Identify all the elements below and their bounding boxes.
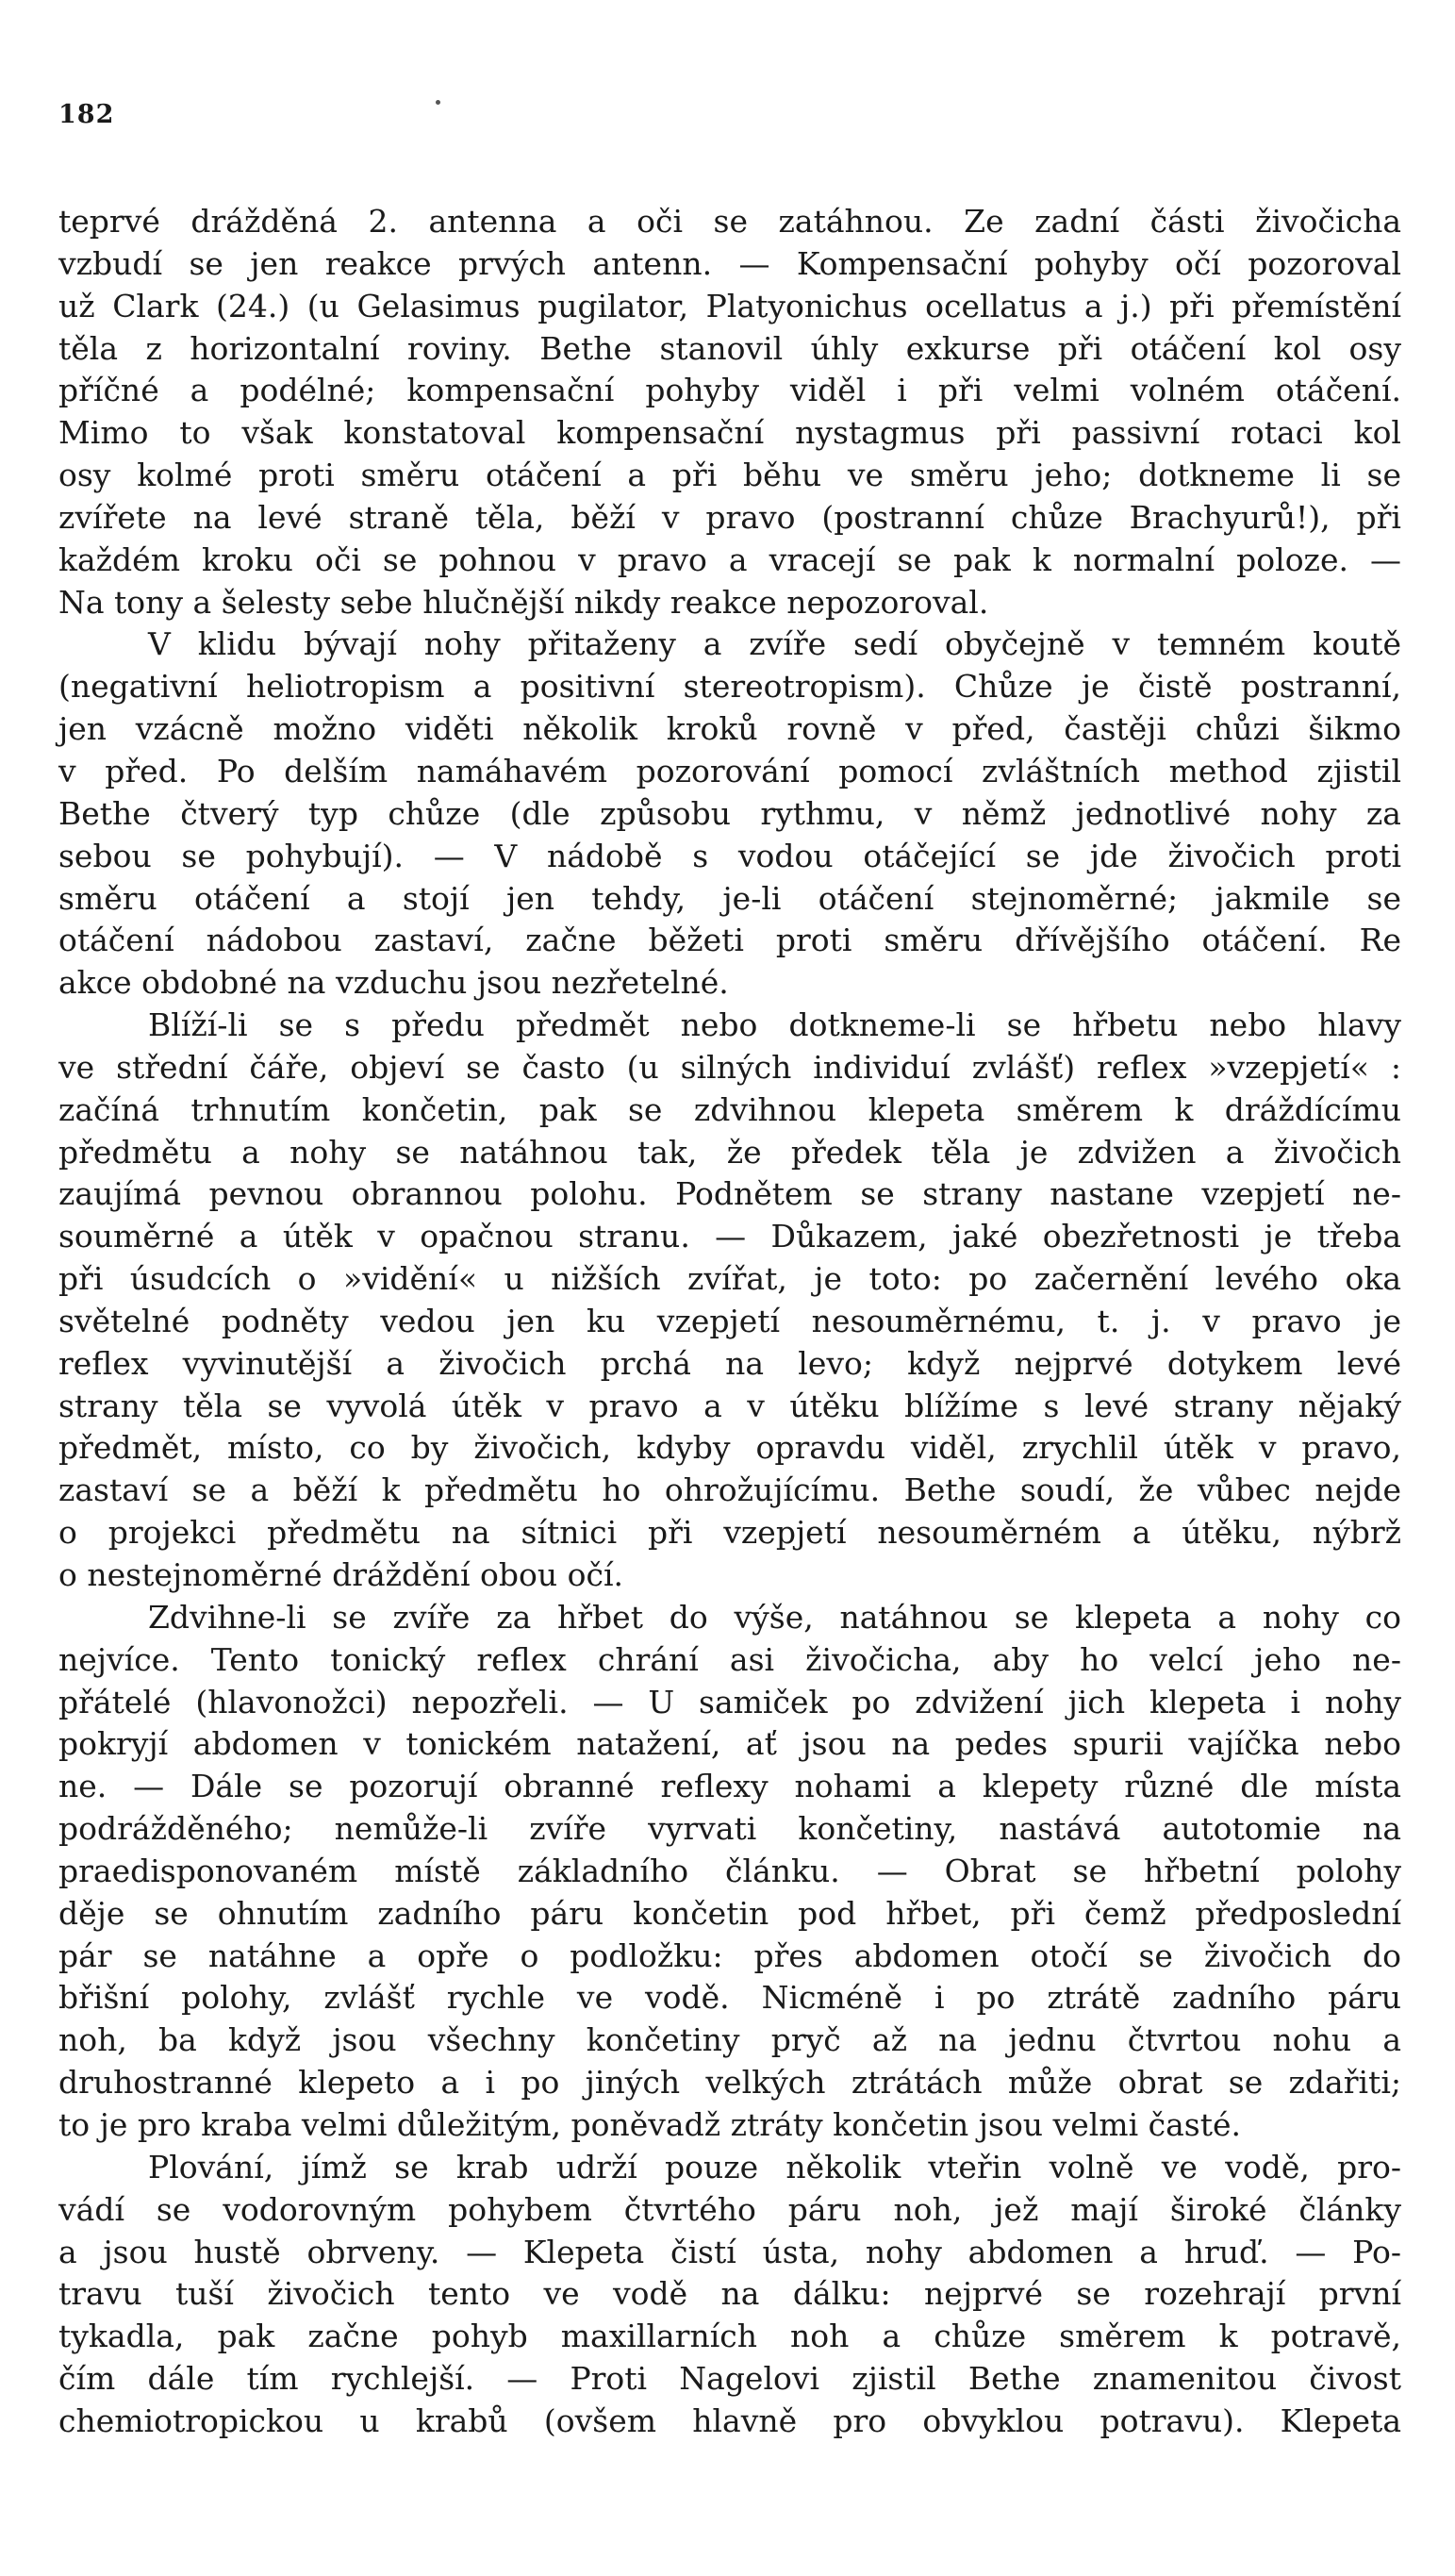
text-line: Na tony a šelesty sebe hlučnější nikdy reakce nepozoroval.: [58, 583, 989, 621]
text-line: sebou se pohybují). — V nádobě s vodou otáčející se jde živočich proti: [58, 837, 1401, 874]
print-speck: [436, 100, 440, 105]
text-line: travu tuší živočich tento ve vodě na dálku: nejprvé se rozehrají první: [58, 2275, 1401, 2313]
text-line: podrážděného; nemůže-li zvíře vyrvati končetiny, nastává autotomie na: [58, 1810, 1401, 1848]
text-line: o projekci předmětu na sítnici při vzepjetí nesouměrném a útěku, nýbrž: [58, 1514, 1401, 1552]
text-line: tykadla, pak začne pohyb maxillarních noh a chůze směrem k potravě,: [58, 2318, 1401, 2355]
text-line: vádí se vodorovným pohybem čtvrtého páru noh, jež mají široké články: [58, 2190, 1401, 2228]
text-line: směru otáčení a stojí jen tehdy, je-li otáčení stejnoměrné; jakmile se: [58, 879, 1401, 917]
text-line: čím dále tím rychlejší. — Proti Nagelovi zjistil Bethe znamenitou čivost: [58, 2360, 1401, 2398]
text-line: předmětu a nohy se natáhnou tak, že předek těla je zdvižen a živočich: [58, 1133, 1401, 1171]
text-line: to je pro kraba velmi důležitým, poněvadž ztráty končetin jsou velmi časté.: [58, 2105, 1241, 2143]
text-line: začíná trhnutím končetin, pak se zdvihnou klepeta směrem k dráždícímu: [58, 1090, 1401, 1128]
text-line: ne. — Dále se pozorují obranné reflexy nohami a klepety různé dle místa: [58, 1768, 1401, 1805]
text-line: pokryjí abdomen v tonickém natažení, ať jsou na pedes spurii vajíčka nebo: [58, 1725, 1401, 1763]
text-line: osy kolmé proti směru otáčení a při běhu ve směru jeho; dotkneme li se: [58, 457, 1401, 494]
text-line: ve střední čáře, objeví se často (u silných individuí zvlášť) reflex »vzepjetí« :: [58, 1048, 1401, 1086]
text-line: při úsudcích o »vidění« u nižších zvířat, je toto: po začernění levého oka: [58, 1260, 1401, 1298]
text-line: předmět, místo, co by živočich, kdyby opravdu viděl, zrychlil útěk v pravo,: [58, 1429, 1401, 1467]
text-line: vzbudí se jen reakce prvých antenn. — Kompensační pohyby očí pozoroval: [58, 244, 1401, 282]
text-line: každém kroku oči se pohnou v pravo a vracejí se pak k normalní poloze. —: [58, 540, 1401, 578]
text-line: Bethe čtverý typ chůze (dle způsobu rythmu, v němž jednotlivé nohy za: [58, 794, 1401, 832]
text-line: (negativní heliotropism a positivní stereotropism). Chůze je čistě postranní,: [58, 668, 1401, 706]
text-line: zaujímá pevnou obrannou polohu. Podnětem se strany nastane vzepjetí ne-: [58, 1175, 1401, 1213]
body-text: [58, 201, 1401, 2443]
text-line: strany těla se vyvolá útěk v pravo a v útěku blížíme s levé strany nějaký: [58, 1387, 1401, 1424]
text-line: praedisponovaném místě základního článku. — Obrat se hřbetní polohy: [58, 1852, 1401, 1889]
text-line: reflex vyvinutější a živočich prchá na levo; když nejprvé dotykem levé: [58, 1344, 1401, 1382]
text-line: druhostranné klepeto a i po jiných velkých ztrátách může obrat se zdařiti;: [58, 2064, 1401, 2102]
text-line: chemiotropickou u krabů (ovšem hlavně pro obvyklou potravu). Klepeta: [58, 2401, 1401, 2439]
text-line: břišní polohy, zvlášť rychle ve vodě. Nicméně i po ztrátě zadního páru: [58, 1979, 1401, 2017]
text-line: zastaví se a běží k předmětu ho ohrožujícímu. Bethe soudí, že vůbec nejde: [58, 1471, 1401, 1509]
text-line: v před. Po delším namáhavém pozorování pomocí zvláštních method zjistil: [58, 752, 1401, 789]
page-number: 182: [58, 100, 115, 129]
text-line: a jsou hustě obrveny. — Klepeta čistí ústa, nohy abdomen a hruď. — Po-: [58, 2233, 1401, 2270]
text-line: Mimo to však konstatoval kompensační nystagmus při passivní rotaci kol: [58, 414, 1401, 452]
text-line: nejvíce. Tento tonický reflex chrání asi živočicha, aby ho velcí jeho ne-: [58, 1640, 1401, 1678]
text-line: Plování, jímž se krab udrží pouze několik vteřin volně ve vodě, pro-: [148, 2148, 1401, 2185]
text-line: o nestejnoměrné dráždění obou očí.: [58, 1556, 623, 1593]
text-line: pár se natáhne a opře o podložku: přes abdomen otočí se živočich do: [58, 1936, 1401, 1974]
text-line: Blíží-li se s předu předmět nebo dotkneme-li se hřbetu nebo hlavy: [148, 1006, 1401, 1044]
text-line: teprvé drážděná 2. antenna a oči se zatáhnou. Ze zadní části živočicha: [58, 203, 1401, 240]
text-line: V klidu bývají nohy přitaženy a zvíře sedí obyčejně v temném koutě: [148, 625, 1401, 663]
text-line: zvířete na levé straně těla, běží v pravo (postranní chůze Brachyurů!), při: [58, 498, 1401, 536]
text-line: akce obdobné na vzduchu jsou nezřetelné.: [58, 964, 729, 1002]
text-line: světelné podněty vedou jen ku vzepjetí nesouměrnému, t. j. v pravo je: [58, 1302, 1401, 1339]
text-line: otáčení nádobou zastaví, začne běžeti proti směru dřívějšího otáčení. Re: [58, 922, 1401, 959]
text-line: Zdvihne-li se zvíře za hřbet do výše, natáhnou se klepeta a nohy co: [148, 1598, 1401, 1636]
text-line: noh, ba když jsou všechny končetiny pryč až na jednu čtvrtou nohu a: [58, 2021, 1401, 2059]
text-line: už Clark (24.) (u Gelasimus pugilator, Platyonichus ocellatus a j.) při přemístění: [58, 287, 1401, 324]
text-line: děje se ohnutím zadního páru končetin pod hřbet, při čemž předposlední: [58, 1894, 1401, 1932]
text-line: jen vzácně možno viděti několik kroků rovně v před, častěji chůzi šikmo: [58, 710, 1401, 748]
text-line: přátelé (hlavonožci) nepozřeli. — U samiček po zdvižení jich klepeta i nohy: [58, 1683, 1401, 1720]
text-line: těla z horizontalní roviny. Bethe stanovil úhly exkurse při otáčení kol osy: [58, 329, 1401, 367]
text-line: souměrné a útěk v opačnou stranu. — Důkazem, jaké obezřetnosti je třeba: [58, 1218, 1401, 1255]
text-line: příčné a podélné; kompensační pohyby viděl i při velmi volném otáčení.: [58, 372, 1401, 409]
